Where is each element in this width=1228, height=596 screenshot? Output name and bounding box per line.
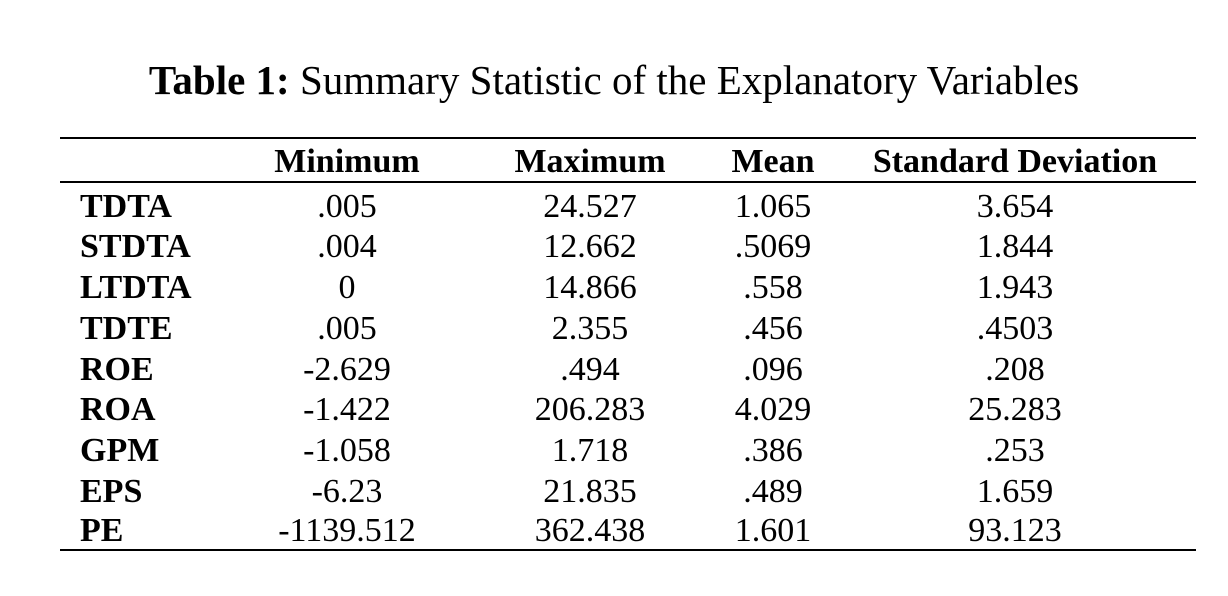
column-header-minimum: Minimum xyxy=(274,143,420,180)
cell-mean: 4.029 xyxy=(734,391,812,428)
cell-standard-deviation: 1.943 xyxy=(976,269,1054,306)
table-caption-label: Table 1: xyxy=(148,57,290,103)
cell-standard-deviation: 1.844 xyxy=(976,228,1054,265)
table-top-rule xyxy=(60,137,1196,139)
cell-minimum: .005 xyxy=(317,310,377,347)
table-row xyxy=(0,389,1228,430)
row-label: EPS xyxy=(80,473,143,510)
cell-minimum: -6.23 xyxy=(311,473,383,510)
cell-mean: 1.065 xyxy=(734,188,812,225)
table-row xyxy=(0,430,1228,471)
table-row xyxy=(0,226,1228,267)
column-header-mean: Mean xyxy=(731,143,815,180)
cell-minimum: -1.058 xyxy=(303,432,391,469)
cell-standard-deviation: 1.659 xyxy=(976,473,1054,510)
cell-standard-deviation: 93.123 xyxy=(968,512,1062,549)
cell-standard-deviation: .253 xyxy=(985,432,1045,469)
table-row xyxy=(0,471,1228,512)
cell-minimum: 0 xyxy=(338,269,356,306)
cell-maximum: .494 xyxy=(560,351,620,388)
cell-minimum: .004 xyxy=(317,228,377,265)
cell-mean: 1.601 xyxy=(734,512,812,549)
cell-maximum: 21.835 xyxy=(543,473,637,510)
cell-maximum: 362.438 xyxy=(534,512,646,549)
cell-maximum: 206.283 xyxy=(534,391,646,428)
cell-mean: .5069 xyxy=(734,228,812,265)
table-row xyxy=(0,308,1228,349)
column-header-maximum: Maximum xyxy=(514,143,666,180)
cell-minimum: -2.629 xyxy=(303,351,391,388)
cell-minimum: -1139.512 xyxy=(278,512,416,549)
row-label: PE xyxy=(80,512,124,549)
table-bottom-rule xyxy=(60,549,1196,551)
row-label: GPM xyxy=(80,432,160,469)
cell-standard-deviation: 25.283 xyxy=(968,391,1062,428)
table-row xyxy=(0,267,1228,308)
cell-mean: .096 xyxy=(743,351,803,388)
cell-mean: .489 xyxy=(743,473,803,510)
table-row xyxy=(0,349,1228,390)
row-label: ROA xyxy=(80,391,156,428)
cell-maximum: 2.355 xyxy=(551,310,629,347)
cell-maximum: 14.866 xyxy=(543,269,637,306)
table-caption xyxy=(0,52,1228,108)
cell-minimum: .005 xyxy=(317,188,377,225)
cell-maximum: 24.527 xyxy=(543,188,637,225)
cell-standard-deviation: .4503 xyxy=(976,310,1054,347)
table-row xyxy=(0,510,1228,551)
cell-maximum: 12.662 xyxy=(543,228,637,265)
row-label: LTDTA xyxy=(80,269,192,306)
row-label: ROE xyxy=(80,351,154,388)
cell-mean: .558 xyxy=(743,269,803,306)
cell-mean: .456 xyxy=(743,310,803,347)
table-row xyxy=(0,186,1228,227)
column-header-standard-deviation: Standard Deviation xyxy=(872,143,1158,180)
row-label: TDTA xyxy=(80,188,172,225)
cell-standard-deviation: .208 xyxy=(985,351,1045,388)
cell-standard-deviation: 3.654 xyxy=(976,188,1054,225)
cell-minimum: -1.422 xyxy=(303,391,391,428)
cell-maximum: 1.718 xyxy=(551,432,629,469)
table-caption-text: Summary Statistic of the Explanatory Variables xyxy=(299,57,1080,103)
row-label: TDTE xyxy=(80,310,173,347)
table-header-rule xyxy=(60,181,1196,183)
cell-mean: .386 xyxy=(743,432,803,469)
row-label: STDTA xyxy=(80,228,191,265)
